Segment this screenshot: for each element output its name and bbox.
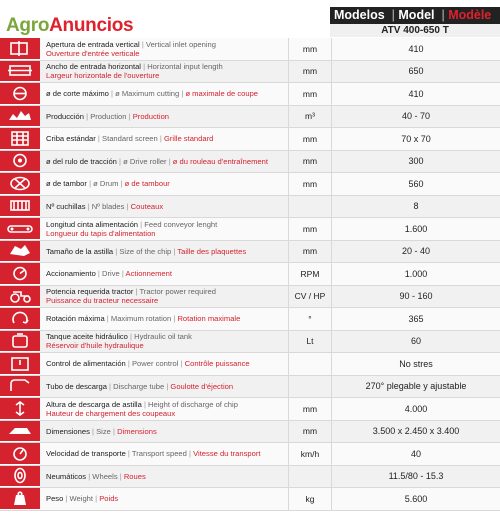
separator: | (164, 381, 171, 391)
blades-icon (5, 197, 35, 214)
unit-cell: CV / HP (288, 286, 332, 308)
value-cell: 410 (408, 43, 424, 54)
model-name: ATV 400-650 T (330, 24, 500, 37)
label-en: Standard screen (102, 134, 158, 144)
separator: | (139, 39, 146, 49)
tyre-icon (5, 467, 35, 484)
separator: | (127, 332, 135, 342)
value-cell: 70 x 70 (401, 133, 431, 144)
label-es: Peso (46, 494, 64, 504)
discharge-height-icon (0, 398, 40, 420)
table-row (0, 331, 500, 354)
unit-cell: mm (288, 421, 332, 443)
separator: | (133, 287, 140, 297)
row-label (40, 151, 288, 173)
label-es: ø de tambor (46, 179, 87, 189)
power-control-icon (0, 353, 40, 375)
row-label-line (46, 157, 288, 166)
row-label-line (46, 229, 288, 238)
separator: | (106, 381, 114, 391)
row-label-line (46, 62, 288, 71)
unit-cell: kg (288, 488, 332, 510)
row-label-line (46, 427, 288, 436)
table-row (0, 83, 500, 106)
discharge-tube-icon (5, 377, 35, 394)
separator: | (141, 62, 148, 72)
value-cell: 650 (408, 66, 424, 77)
label-fr: Ouverture d'entrée verticale (46, 48, 140, 58)
table-row (0, 241, 500, 264)
row-label-line (46, 296, 288, 305)
label-fr: Actionnement (125, 269, 172, 279)
table-row (0, 308, 500, 331)
horizontal-inlet-icon (5, 62, 35, 79)
value-cell: 5.600 (404, 493, 428, 504)
separator: | (116, 156, 124, 166)
row-label (40, 38, 288, 60)
label-en: Drive (102, 269, 120, 279)
separator: | (113, 246, 120, 256)
label-es: Ancho de entrada horizontal (46, 62, 141, 72)
label-es: Altura de descarga de astilla (46, 399, 142, 409)
unit-cell: mm (288, 61, 332, 83)
row-label (40, 331, 288, 353)
models-label-fr: Modèle (448, 8, 492, 22)
screen-icon (5, 130, 35, 147)
row-label-line (46, 134, 288, 143)
separator: | (124, 201, 131, 211)
row-label (40, 196, 288, 218)
separator: | (179, 89, 186, 99)
table-row (0, 151, 500, 174)
separator: | (388, 8, 399, 22)
models-label-en: Model (398, 8, 435, 22)
row-label (40, 443, 288, 465)
row-label (40, 263, 288, 285)
unit-cell (288, 353, 332, 375)
dimensions-icon (0, 421, 40, 443)
label-en: Height of discharge of chip (148, 399, 238, 409)
row-label-line (46, 40, 288, 49)
label-es: Dimensiones (46, 426, 90, 436)
label-fr: Taille des plaquettes (177, 246, 247, 256)
label-es: Apertura de entrada vertical (46, 39, 140, 49)
table-row (0, 443, 500, 466)
separator: | (171, 246, 178, 256)
row-label-line (46, 494, 288, 503)
row-label (40, 173, 288, 195)
weight-icon (5, 490, 35, 507)
separator: | (86, 179, 94, 189)
label-es: Criba estándar (46, 134, 96, 144)
table-row (0, 398, 500, 421)
row-label-line (46, 89, 288, 98)
label-fr: ø du rouleau d'entraînement (172, 156, 268, 166)
label-es: ø del rulo de tracción (46, 156, 117, 166)
label-es: Producción (46, 111, 84, 121)
label-en: Power control (131, 359, 179, 369)
row-label-line (46, 314, 288, 323)
label-es: Potencia requerida tractor (46, 287, 134, 297)
label-en: Horizontal input length (147, 62, 223, 72)
header (0, 0, 500, 37)
row-label-line (46, 202, 288, 211)
tyre-icon (0, 466, 40, 488)
row-label (40, 353, 288, 375)
tractor-power-icon (0, 286, 40, 308)
label-en: Maximum rotation (110, 314, 172, 324)
label-en: Nº blades (91, 201, 125, 211)
separator: | (95, 269, 103, 279)
unit-cell: Lt (288, 331, 332, 353)
drive-roller-icon (5, 152, 35, 169)
row-label-line (46, 179, 288, 188)
value-cell: 4.000 (404, 403, 428, 414)
label-fr: Réservoir d'huile hydraulique (46, 341, 144, 351)
label-fr: Longueur du tapis d'alimentation (46, 228, 156, 238)
blades-icon (0, 196, 40, 218)
separator: | (437, 8, 449, 22)
drive-rpm-icon (5, 265, 35, 282)
drum-icon (0, 173, 40, 195)
unit-cell: m³ (288, 106, 332, 128)
label-es: Velocidad de transporte (46, 449, 126, 459)
separator: | (117, 471, 124, 481)
separator: | (157, 134, 164, 144)
row-label (40, 61, 288, 83)
cutting-diameter-icon (5, 85, 35, 102)
spec-table (0, 38, 500, 511)
row-label-line (46, 359, 288, 368)
row-label-line (46, 341, 288, 350)
production-icon (5, 107, 35, 124)
label-es: ø de corte máximo (46, 89, 109, 99)
table-row (0, 376, 500, 399)
unit-cell: mm (288, 151, 332, 173)
row-label-line (46, 400, 288, 409)
label-en: Weight (69, 494, 94, 504)
conveyor-belt-icon (0, 218, 40, 240)
logo-part-agro: Agro (6, 15, 50, 36)
separator: | (166, 156, 173, 166)
dimensions-icon (5, 422, 35, 439)
agroanuncios-logo (6, 17, 133, 35)
label-fr: ø de tambour (124, 179, 170, 189)
screen-icon (0, 128, 40, 150)
value-cell: 90 - 160 (399, 291, 433, 302)
label-en: ø Drive roller (123, 156, 167, 166)
label-fr: Puissance du tracteur necessaire (46, 296, 159, 306)
value-cell: No stres (399, 358, 433, 369)
unit-cell: mm (288, 218, 332, 240)
row-label-line (46, 71, 288, 80)
value-cell: 1.000 (404, 268, 428, 279)
label-es: Nº cuchillas (46, 201, 86, 211)
label-en: Size of the chip (119, 246, 172, 256)
unit-cell: mm (288, 128, 332, 150)
unit-cell: mm (288, 38, 332, 60)
value-cell: 11.5/80 - 15.3 (388, 471, 444, 482)
row-label (40, 241, 288, 263)
horizontal-inlet-icon (0, 61, 40, 83)
unit-cell: km/h (288, 443, 332, 465)
row-label-line (46, 332, 288, 341)
unit-cell (288, 196, 332, 218)
transport-speed-icon (5, 445, 35, 462)
chip-size-icon (5, 242, 35, 259)
row-label (40, 218, 288, 240)
value-cell: 410 (408, 88, 424, 99)
label-fr: Hauteur de chargement des coupeaux (46, 408, 176, 418)
value-cell: 40 - 70 (401, 111, 431, 122)
cutting-diameter-icon (0, 83, 40, 105)
weight-icon (0, 488, 40, 510)
label-fr: Couteaux (130, 201, 164, 211)
unit-cell: RPM (288, 263, 332, 285)
value-cell: 60 (410, 336, 421, 347)
unit-cell: ° (288, 308, 332, 330)
separator: | (89, 426, 97, 436)
discharge-tube-icon (0, 376, 40, 398)
separator: | (85, 201, 92, 211)
label-fr: Goulotte d'éjection (170, 381, 234, 391)
row-label (40, 398, 288, 420)
row-label (40, 286, 288, 308)
row-label (40, 83, 288, 105)
label-es: Longitud cinta alimentación (46, 219, 139, 229)
row-label-line (46, 247, 288, 256)
unit-cell: mm (288, 398, 332, 420)
label-fr: Rotation maximale (177, 314, 241, 324)
models-label-es: Modelos (334, 8, 385, 22)
label-en: Tractor power required (139, 287, 216, 297)
separator: | (93, 494, 100, 504)
row-label-line (46, 220, 288, 229)
separator: | (126, 111, 133, 121)
row-label (40, 308, 288, 330)
production-icon (0, 106, 40, 128)
row-label (40, 488, 288, 510)
power-control-icon (5, 355, 35, 372)
label-fr: Vitesse du transport (193, 449, 261, 459)
value-cell: 20 - 40 (401, 246, 431, 257)
separator: | (108, 89, 116, 99)
label-en: Production (90, 111, 127, 121)
discharge-height-icon (5, 400, 35, 417)
oil-tank-icon (5, 332, 35, 349)
value-cell: 270° plegable y ajustable (365, 381, 467, 392)
table-row (0, 286, 500, 309)
row-label-line (46, 269, 288, 278)
transport-speed-icon (0, 443, 40, 465)
value-cell: 40 (410, 448, 421, 459)
separator: | (63, 494, 70, 504)
label-en: Hydraulic oil tank (134, 332, 192, 342)
separator: | (86, 471, 93, 481)
unit-cell: mm (288, 241, 332, 263)
label-fr: Production (132, 111, 170, 121)
unit-cell: mm (288, 173, 332, 195)
label-fr: Grille standard (163, 134, 214, 144)
separator: | (110, 426, 118, 436)
drum-icon (5, 175, 35, 192)
unit-cell (288, 466, 332, 488)
value-cell: 8 (413, 201, 419, 212)
label-en: Discharge tube (113, 381, 165, 391)
table-row (0, 263, 500, 286)
tractor-power-icon (5, 287, 35, 304)
row-label-line (46, 449, 288, 458)
drive-roller-icon (0, 151, 40, 173)
separator: | (138, 219, 145, 229)
table-row (0, 488, 500, 511)
value-cell: 300 (408, 156, 424, 167)
label-es: Control de alimentación (46, 359, 126, 369)
separator: | (178, 359, 185, 369)
label-en: Transport speed (131, 449, 187, 459)
inlet-opening-icon (0, 38, 40, 60)
row-label-line (46, 409, 288, 418)
table-row (0, 353, 500, 376)
table-row (0, 61, 500, 84)
row-label-line (46, 287, 288, 296)
table-row (0, 106, 500, 129)
label-fr: Contrôle puissance (184, 359, 250, 369)
table-row (0, 128, 500, 151)
table-row (0, 218, 500, 241)
conveyor-belt-icon (5, 220, 35, 237)
chip-size-icon (0, 241, 40, 263)
label-en: ø Maximum cutting (115, 89, 180, 99)
label-fr: Roues (123, 471, 146, 481)
label-es: Tamaño de la astilla (46, 246, 114, 256)
label-es: Tubo de descarga (46, 381, 107, 391)
label-en: Feed conveyor lenght (144, 219, 218, 229)
value-cell: 365 (408, 313, 424, 324)
oil-tank-icon (0, 331, 40, 353)
label-es: Tanque aceite hidráulico (46, 332, 128, 342)
unit-cell (288, 376, 332, 398)
value-cell: 3.500 x 2.450 x 3.400 (372, 426, 460, 437)
separator: | (141, 399, 149, 409)
models-heading (330, 7, 500, 24)
table-row (0, 38, 500, 61)
row-label-line (46, 49, 288, 58)
row-label (40, 106, 288, 128)
row-label (40, 376, 288, 398)
value-cell: 1.600 (404, 223, 428, 234)
value-cell: 560 (408, 178, 424, 189)
separator: | (84, 111, 91, 121)
row-label-line (46, 472, 288, 481)
label-es: Accionamiento (46, 269, 96, 279)
separator: | (118, 179, 125, 189)
inlet-opening-icon (5, 40, 35, 57)
separator: | (186, 449, 194, 459)
separator: | (95, 134, 103, 144)
label-en: Wheels (92, 471, 118, 481)
label-fr: Largeur horizontale de l'ouverture (46, 71, 160, 81)
unit-cell: mm (288, 83, 332, 105)
label-en: ø Drum (93, 179, 119, 189)
drive-rpm-icon (0, 263, 40, 285)
max-rotation-icon (0, 308, 40, 330)
table-row (0, 196, 500, 219)
separator: | (171, 314, 178, 324)
row-label-line (46, 112, 288, 121)
max-rotation-icon (5, 310, 35, 327)
label-en: Size (96, 426, 111, 436)
label-es: Neumáticos (46, 471, 87, 481)
logo-part-anuncios: Anuncios (49, 15, 134, 36)
separator: | (104, 314, 111, 324)
label-fr: ø maximale de coupe (185, 89, 259, 99)
row-label (40, 466, 288, 488)
separator: | (119, 269, 126, 279)
table-row (0, 421, 500, 444)
separator: | (125, 359, 132, 369)
label-fr: Poids (99, 494, 119, 504)
row-label (40, 421, 288, 443)
separator: | (125, 449, 132, 459)
row-label (40, 128, 288, 150)
table-row (0, 173, 500, 196)
label-en: Vertical inlet opening (145, 39, 217, 49)
row-label-line (46, 382, 288, 391)
table-row (0, 466, 500, 489)
label-fr: Dimensions (117, 426, 157, 436)
label-es: Rotación máxima (46, 314, 105, 324)
